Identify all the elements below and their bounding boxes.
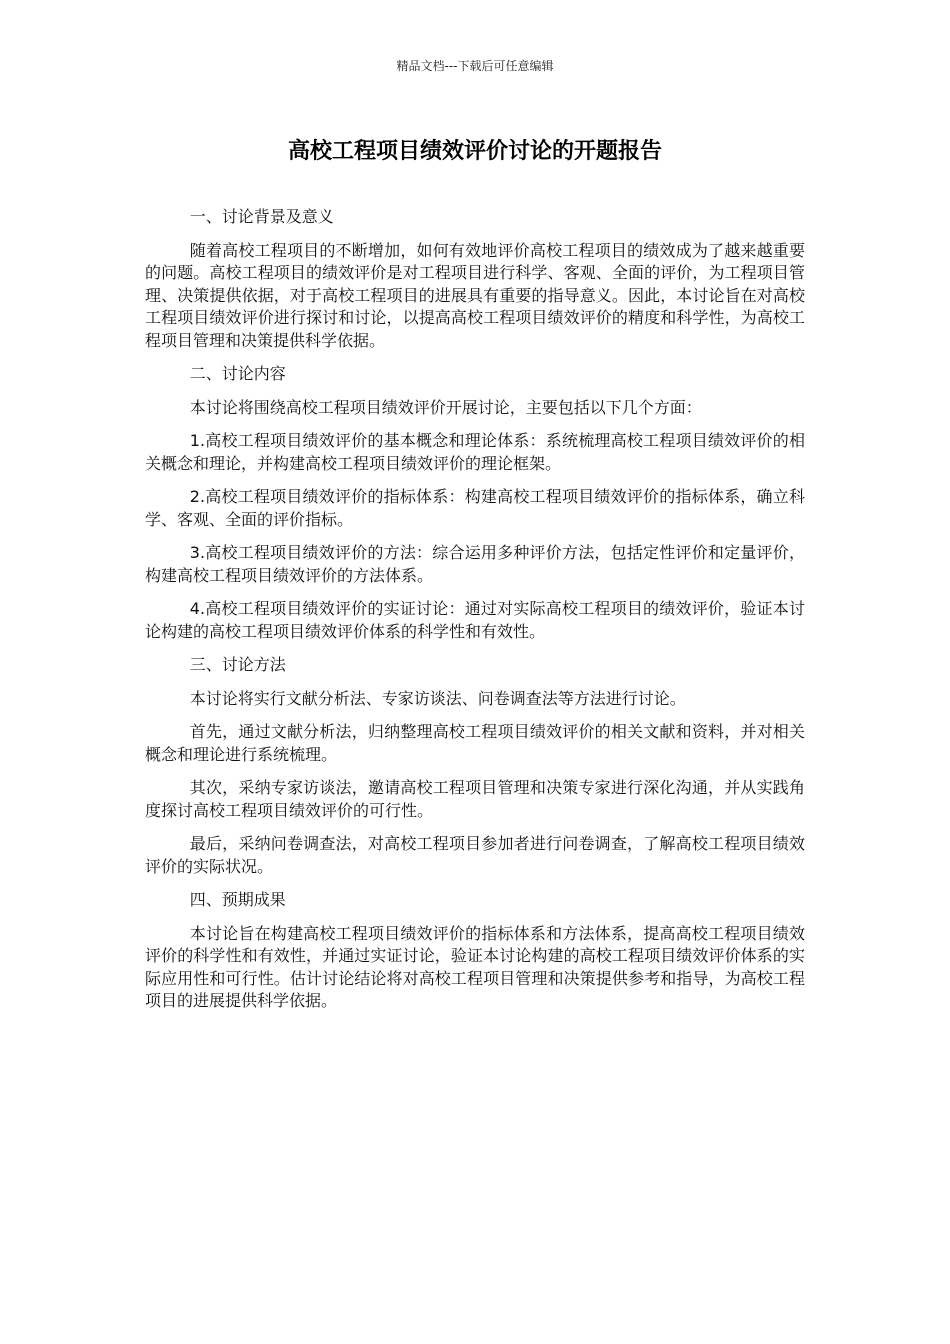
paragraph-outcomes: 本讨论旨在构建高校工程项目绩效评价的指标体系和方法体系，提高高校工程项目绩效评价的科学性和有效性，并通过实证讨论，验证本讨论构建的高校工程项目绩效评价体系的实际应用性和可行性。估计讨论结论将对高校工程项目管理和决策提供参考和指导，为高校工程项目的进展提供科学依据。 xyxy=(145,923,805,1010)
section-heading-methods: 三、讨论方法 xyxy=(189,655,286,674)
list-item-1: 1.高校工程项目绩效评价的基本概念和理论体系：系统梳理高校工程项目绩效评价的相关概念和理论，并构建高校工程项目绩效评价的理论框架。 xyxy=(145,431,805,473)
section-heading-outcomes: 四、预期成果 xyxy=(189,890,286,909)
paragraph-background: 随着高校工程项目的不断增加，如何有效地评价高校工程项目的绩效成为了越来越重要的问题。高校工程项目的绩效评价是对工程项目进行科学、客观、全面的评价，为工程项目管理、决策提供依据，对于高校工程项目的进展具有重要的指导意义。因此，本讨论旨在对高校工程项目绩效评价进行探讨和讨论，以提高高校工程项目绩效评价的精度和科学性，为高校工程项目管理和决策提供科学依据。 xyxy=(145,240,805,350)
paragraph-method-second: 其次，采纳专家访谈法，邀请高校工程项目管理和决策专家进行深化沟通，并从实践角度探讨高校工程项目绩效评价的可行性。 xyxy=(145,778,805,820)
list-item-3: 3.高校工程项目绩效评价的方法：综合运用多种评价方法，包括定性评价和定量评价，构建高校工程项目绩效评价的方法体系。 xyxy=(145,543,805,585)
document-title: 高校工程项目绩效评价讨论的开题报告 xyxy=(287,139,662,164)
paragraph-method-last: 最后，采纳问卷调查法，对高校工程项目参加者进行问卷调查，了解高校工程项目绩效评价的实际状况。 xyxy=(145,834,805,876)
section-heading-background: 一、讨论背景及意义 xyxy=(189,207,334,226)
list-item-2: 2.高校工程项目绩效评价的指标体系：构建高校工程项目绩效评价的指标体系，确立科学、客观、全面的评价指标。 xyxy=(145,487,805,529)
paragraph-content-intro: 本讨论将围绕高校工程项目绩效评价开展讨论，主要包括以下几个方面： xyxy=(189,397,702,417)
list-item-4: 4.高校工程项目绩效评价的实证讨论：通过对实际高校工程项目的绩效评价，验证本讨论构建的高校工程项目绩效评价体系的科学性和有效性。 xyxy=(145,599,805,641)
page-header-note: 精品文档---下载后可任意编辑 xyxy=(396,59,554,73)
paragraph-method-first: 首先，通过文献分析法，归纳整理高校工程项目绩效评价的相关文献和资料，并对相关概念和理论进行系统梳理。 xyxy=(145,722,805,764)
document-body xyxy=(145,206,805,1024)
section-heading-content: 二、讨论内容 xyxy=(189,364,286,383)
paragraph-methods-intro: 本讨论将实行文献分析法、专家访谈法、问卷调查法等方法进行讨论。 xyxy=(189,688,686,708)
